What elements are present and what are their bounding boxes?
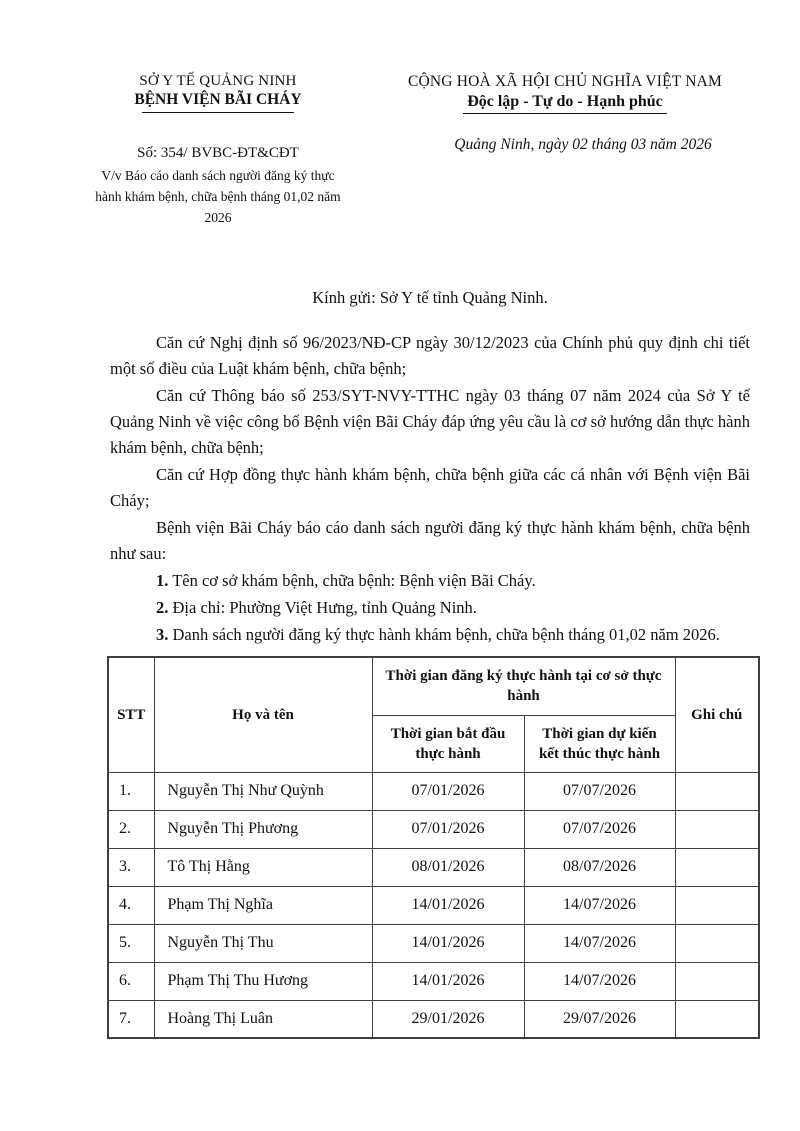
- cell-start-date: 07/01/2026: [372, 810, 524, 848]
- agency-underline: [142, 112, 294, 113]
- motto-wrap: [374, 91, 756, 114]
- col-header-name: Họ và tên: [154, 657, 372, 772]
- table-row: [108, 848, 759, 886]
- cell-stt: 5.: [108, 924, 154, 962]
- paragraph-legal-basis-1: Căn cứ Nghị định số 96/2023/NĐ-CP ngày 30/12/2023 của Chính phủ quy định chi tiết một số điều của Luật khám bệnh, chữa bệnh;: [110, 333, 750, 378]
- item-number: 1.: [156, 571, 169, 590]
- parent-agency-name: SỞ Y TẾ QUẢNG NINH: [139, 73, 297, 89]
- table-header-row-1: [108, 657, 759, 715]
- cell-note: [675, 772, 759, 810]
- cell-stt: 7.: [108, 1000, 154, 1038]
- cell-note: [675, 1000, 759, 1038]
- item-text: Địa chỉ: Phường Việt Hưng, tỉnh Quảng Ninh.: [172, 598, 477, 617]
- table-row: [108, 924, 759, 962]
- letter-content: [110, 288, 750, 648]
- cell-start-date: 07/01/2026: [372, 772, 524, 810]
- numbered-item-1: [110, 568, 750, 594]
- col-header-time-group: Thời gian đăng ký thực hành tại cơ sở thực hành: [372, 657, 675, 715]
- issuing-agency-block: [62, 73, 374, 228]
- cell-name: Nguyễn Thị Thu: [154, 924, 372, 962]
- table-row: [108, 1000, 759, 1038]
- document-number: Số: 354/ BVBC-ĐT&CĐT: [137, 145, 299, 161]
- national-header-block: [374, 73, 756, 154]
- cell-name: Nguyễn Thị Phương: [154, 810, 372, 848]
- cell-stt: 6.: [108, 962, 154, 1000]
- table-row: [108, 886, 759, 924]
- table-row: [108, 810, 759, 848]
- cell-name: Phạm Thị Thu Hương: [154, 962, 372, 1000]
- cell-name: Hoàng Thị Luân: [154, 1000, 372, 1038]
- document-header: [62, 73, 756, 228]
- table-row: [108, 962, 759, 1000]
- cell-end-date: 14/07/2026: [524, 924, 675, 962]
- cell-start-date: 08/01/2026: [372, 848, 524, 886]
- paragraph-legal-basis-2: Căn cứ Thông báo số 253/SYT-NVY-TTHC ngày 03 tháng 07 năm 2024 của Sở Y tế Quảng Ninh về việc công bố Bệnh viện Bãi Cháy đáp ứng yêu cầu là cơ sở hướng dẫn thực hành khám bệnh, chữa bệnh;: [110, 386, 750, 457]
- cell-start-date: 29/01/2026: [372, 1000, 524, 1038]
- col-header-start: Thời gian bắt đầu thực hành: [372, 715, 524, 772]
- cell-end-date: 14/07/2026: [524, 962, 675, 1000]
- item-text: Tên cơ sở khám bệnh, chữa bệnh: Bệnh viện Bãi Cháy.: [172, 571, 536, 590]
- cell-start-date: 14/01/2026: [372, 924, 524, 962]
- col-header-end: Thời gian dự kiến kết thúc thực hành: [524, 715, 675, 772]
- cell-note: [675, 886, 759, 924]
- cell-name: Nguyễn Thị Như Quỳnh: [154, 772, 372, 810]
- item-text: Danh sách người đăng ký thực hành khám bệnh, chữa bệnh tháng 01,02 năm 2026.: [172, 625, 720, 644]
- item-number: 3.: [156, 625, 169, 644]
- table-header: [108, 657, 759, 772]
- cell-stt: 1.: [108, 772, 154, 810]
- cell-note: [675, 848, 759, 886]
- place-date-line: Quảng Ninh, ngày 02 tháng 03 năm 2026: [454, 136, 712, 153]
- table-row: [108, 772, 759, 810]
- col-header-note: Ghi chú: [675, 657, 759, 772]
- document-subject: V/v Báo cáo danh sách người đăng ký thực hành khám bệnh, chữa bệnh tháng 01,02 năm 2026: [95, 168, 341, 225]
- col-header-stt: STT: [108, 657, 154, 772]
- cell-end-date: 14/07/2026: [524, 886, 675, 924]
- cell-stt: 3.: [108, 848, 154, 886]
- cell-start-date: 14/01/2026: [372, 962, 524, 1000]
- item-number: 2.: [156, 598, 169, 617]
- cell-start-date: 14/01/2026: [372, 886, 524, 924]
- cell-note: [675, 924, 759, 962]
- national-title: CỘNG HOÀ XÃ HỘI CHỦ NGHĨA VIỆT NAM: [407, 73, 723, 90]
- cell-name: Tô Thị Hằng: [154, 848, 372, 886]
- table-body: [108, 772, 759, 1038]
- letter-paragraphs: [110, 330, 750, 648]
- cell-end-date: 07/07/2026: [524, 810, 675, 848]
- practice-registration-table: [107, 656, 760, 1039]
- paragraph-legal-basis-3: Căn cứ Hợp đồng thực hành khám bệnh, chữa bệnh giữa các cá nhân với Bệnh viện Bãi Cháy;: [110, 465, 750, 510]
- national-motto: Độc lập - Tự do - Hạnh phúc: [463, 93, 667, 114]
- cell-end-date: 29/07/2026: [524, 1000, 675, 1038]
- issuing-unit-name: BỆNH VIỆN BÃI CHÁY: [134, 91, 302, 108]
- cell-name: Phạm Thị Nghĩa: [154, 886, 372, 924]
- cell-note: [675, 810, 759, 848]
- cell-end-date: 08/07/2026: [524, 848, 675, 886]
- paragraph-report-intro: Bệnh viện Bãi Cháy báo cáo danh sách người đăng ký thực hành khám bệnh, chữa bệnh như sau:: [110, 518, 750, 563]
- salutation-line: Kính gửi: Sở Y tế tỉnh Quảng Ninh.: [312, 288, 548, 307]
- numbered-item-2: [110, 595, 750, 621]
- cell-stt: 2.: [108, 810, 154, 848]
- numbered-item-3: [110, 622, 750, 648]
- cell-stt: 4.: [108, 886, 154, 924]
- cell-note: [675, 962, 759, 1000]
- cell-end-date: 07/07/2026: [524, 772, 675, 810]
